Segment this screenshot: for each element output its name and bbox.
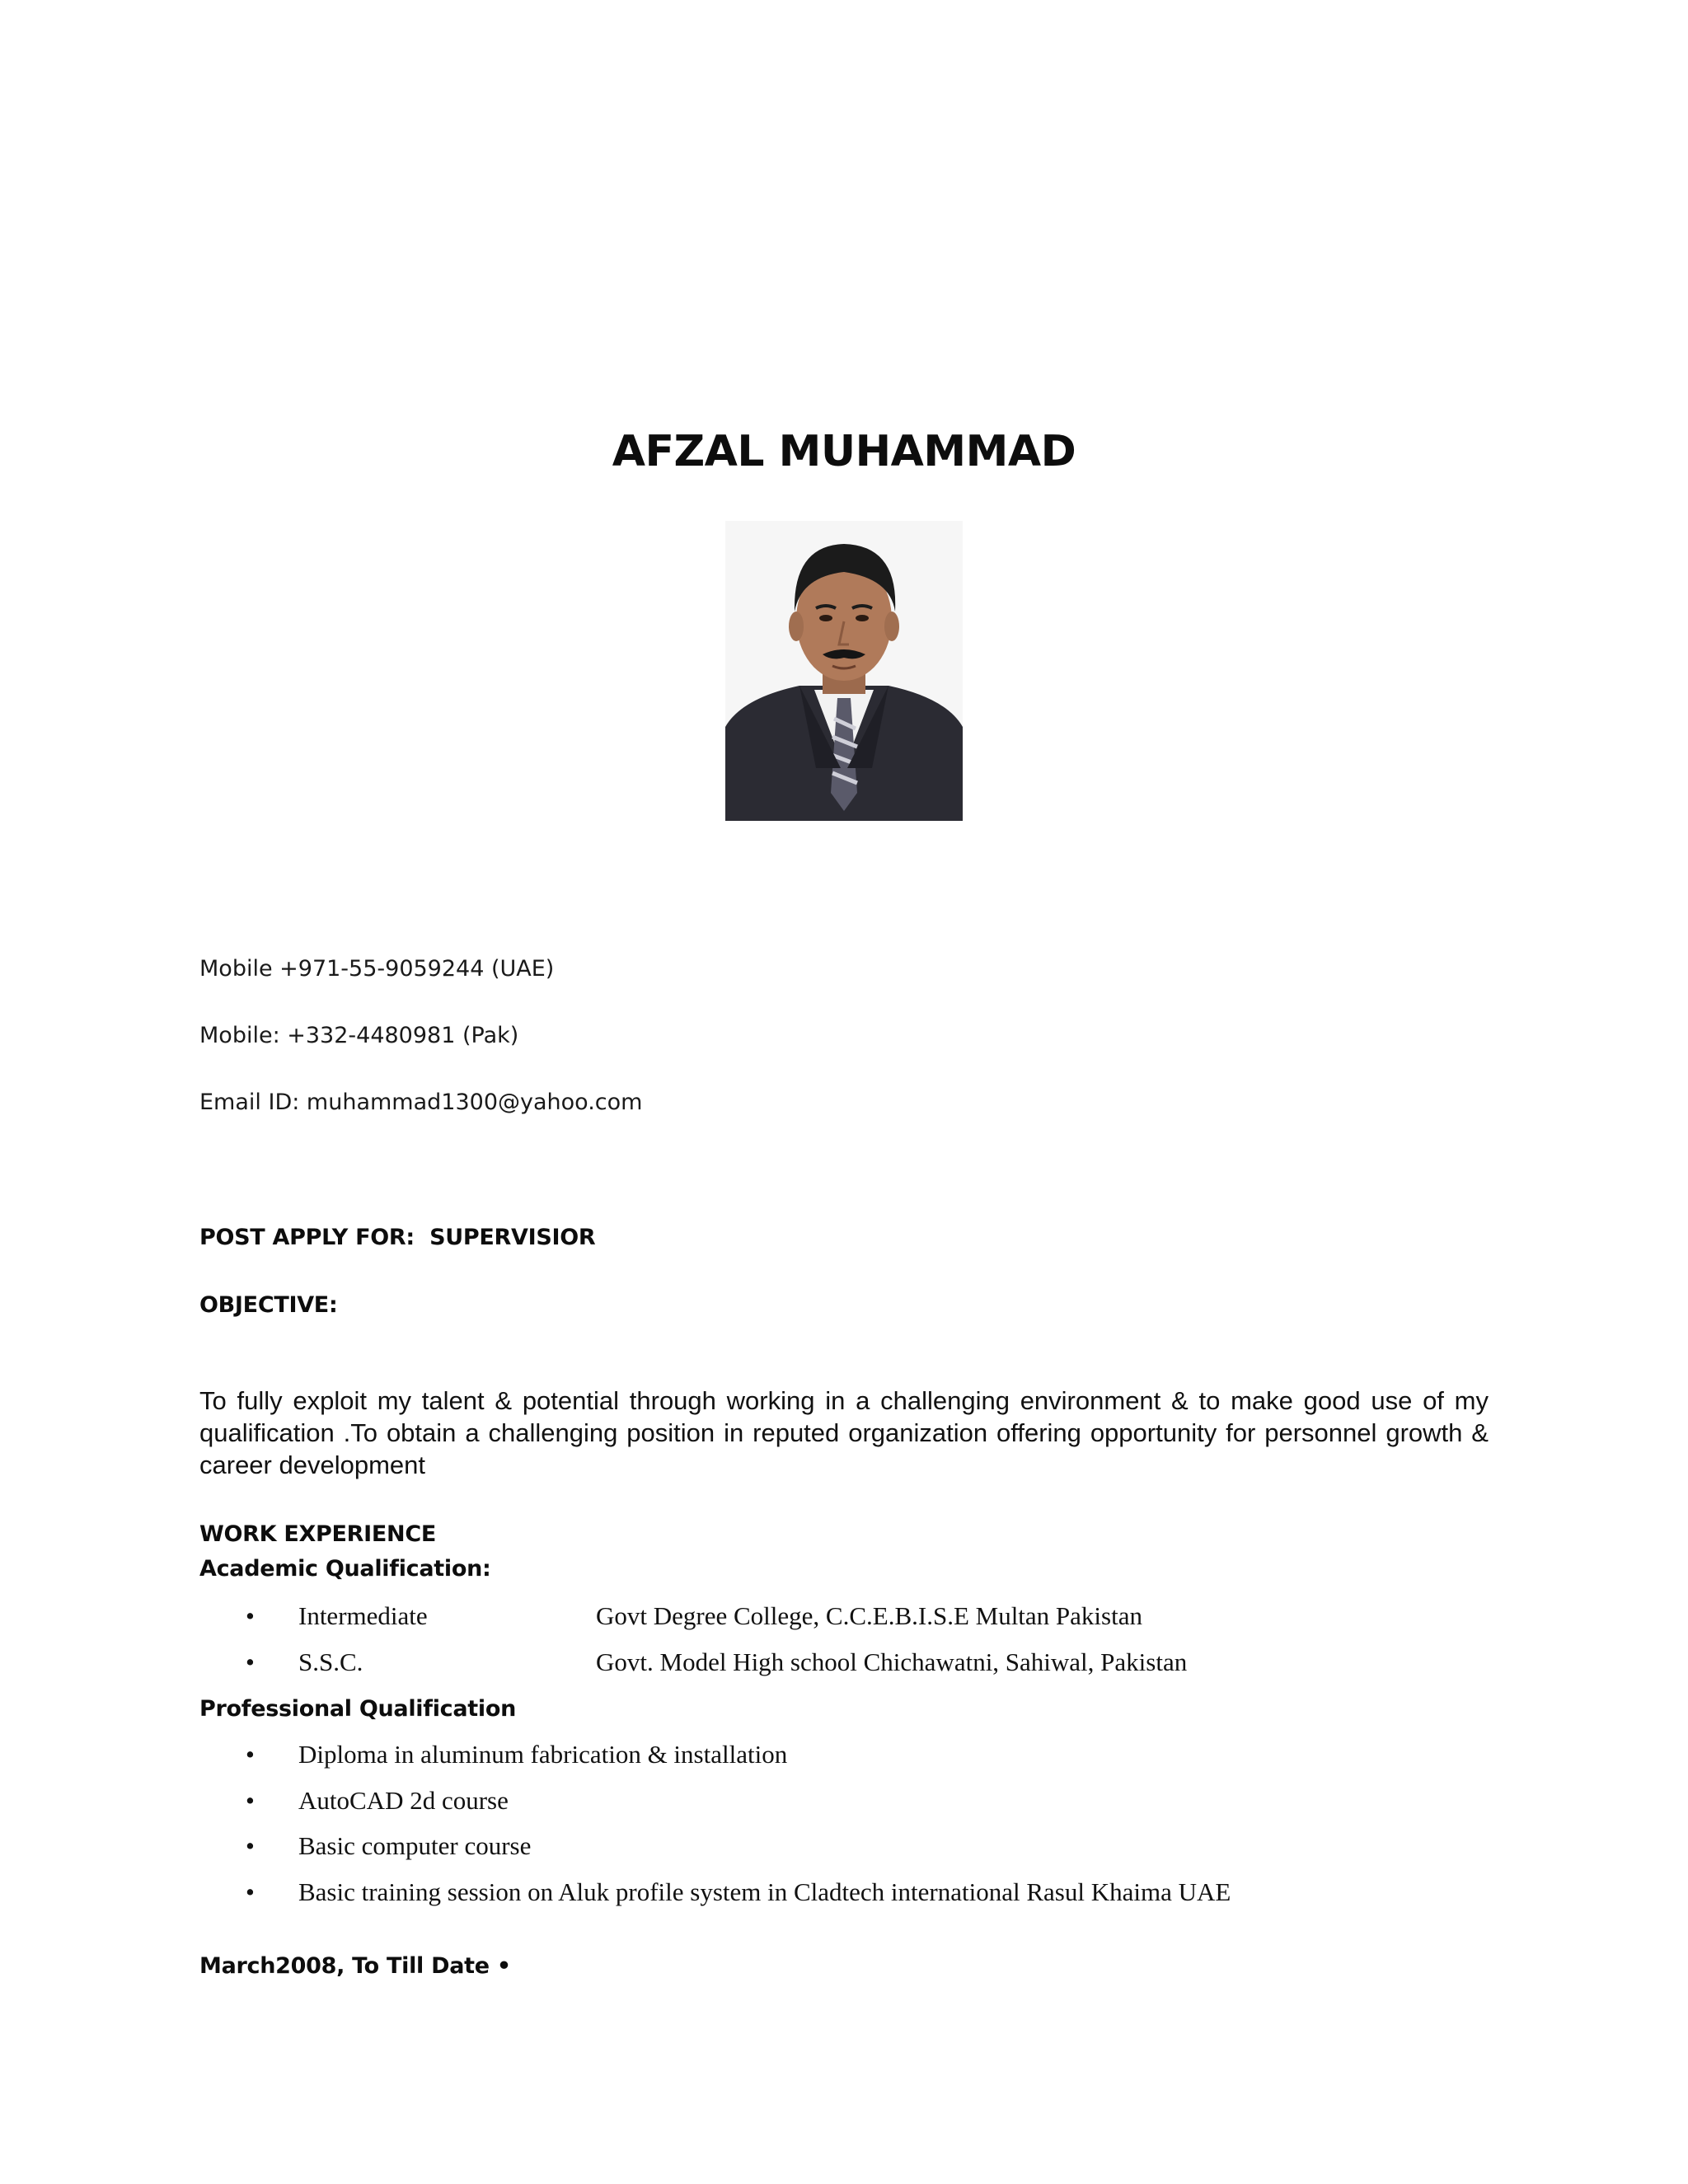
bullet: • [246, 1786, 255, 1815]
work-experience-heading: WORK EXPERIENCE [199, 1521, 436, 1547]
bullet: • [246, 1877, 255, 1906]
post-apply-label: POST APPLY FOR [199, 1225, 406, 1250]
bullet: • [246, 1740, 255, 1769]
qualification: Basic computer course [298, 1831, 532, 1860]
professional-heading: Professional Qualification [199, 1696, 517, 1722]
degree: Intermediate [298, 1601, 428, 1630]
resume-name: AFZAL MUHAMMAD [612, 427, 1076, 476]
portrait-photo [725, 521, 963, 821]
qualification: Basic training session on Aluk profile system in Cladtech international Rasul Khaima UAE [298, 1877, 1231, 1906]
post-apply-value: SUPERVISIOR [429, 1225, 596, 1250]
mobile-pak: Mobile: +332-4480981 (Pak) [199, 1023, 519, 1048]
mobile-uae: Mobile +971-55-9059244 (UAE) [199, 956, 555, 982]
employment-period: March2008, To Till Date • [199, 1953, 511, 1979]
qualification: Diploma in aluminum fabrication & installation [298, 1740, 788, 1769]
objective-heading: OBJECTIVE: [199, 1292, 338, 1318]
bullet: • [246, 1601, 255, 1630]
bullet: • [246, 1831, 255, 1860]
academic-heading: Academic Qualification: [199, 1556, 491, 1582]
qualification: AutoCAD 2d course [298, 1786, 509, 1815]
post-apply-line: POST APPLY FOR: SUPERVISIOR [199, 1225, 596, 1250]
email-address: Email ID: muhammad1300@yahoo.com [199, 1090, 643, 1115]
bullet: • [246, 1647, 255, 1676]
institution: Govt Degree College, C.C.E.B.I.S.E Multan Pakistan [596, 1601, 1142, 1630]
objective-text: To fully exploit my talent & potential through working in a challenging environment & to make good use of my qualification .To obtain a challenging position in reputed organization offering opportunity for personnel growth & career development [199, 1386, 1489, 1479]
degree: S.S.C. [298, 1647, 363, 1676]
institution: Govt. Model High school Chichawatni, Sahiwal, Pakistan [596, 1647, 1188, 1676]
